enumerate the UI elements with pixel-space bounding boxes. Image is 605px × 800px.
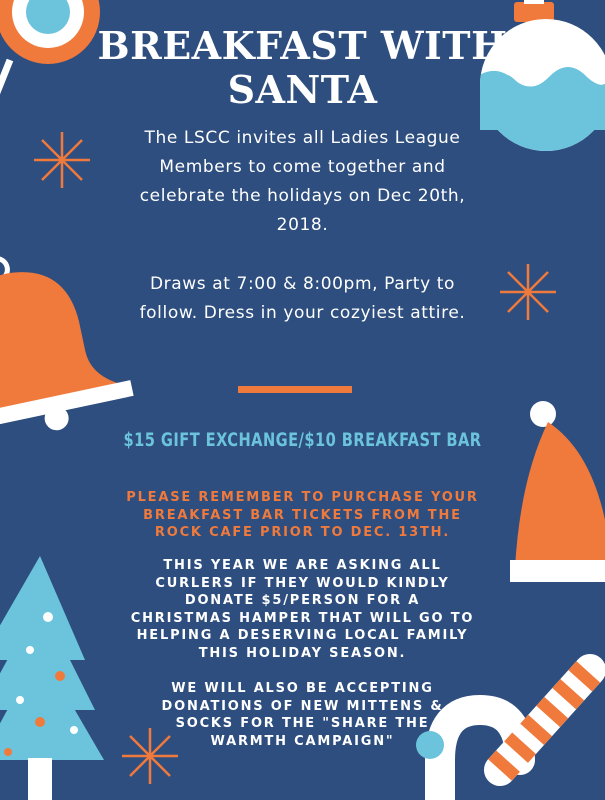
text-line: WE WILL ALSO BE ACCEPTING (171, 681, 434, 696)
text-line: DONATE $5/PERSON FOR A (184, 593, 421, 608)
poster-title (40, 24, 565, 112)
text-line: PLEASE REMEMBER TO PURCHASE YOUR (126, 490, 479, 505)
text-line: BREAKFAST BAR TICKETS FROM THE (143, 507, 462, 523)
title-line: BREAKFAST WITH (97, 23, 508, 68)
text-line: Members to come together and (159, 157, 446, 177)
text-line: THIS YEAR WE ARE ASKING ALL (163, 558, 442, 573)
text-line: DONATIONS OF NEW MITTENS & (161, 698, 444, 714)
text-line: 2018. (276, 215, 329, 235)
text-line: THIS HOLIDAY SEASON. (198, 645, 407, 661)
text-line: The LSCC invites all Ladies League (144, 128, 461, 148)
mittens-drive-text (80, 680, 525, 750)
text-line: follow. Dress in your cozyiest attire. (139, 303, 466, 323)
text-line: CHRISTMAS HAMPER THAT WILL GO TO (130, 610, 475, 626)
divider (238, 386, 352, 393)
text-line: CURLERS IF THEY WOULD KINDLY (155, 575, 450, 591)
invitation-text (80, 124, 525, 240)
text-line: celebrate the holidays on Dec 20th, (139, 186, 466, 206)
text-line: WARMTH CAMPAIGN" (210, 733, 395, 749)
price-heading: $15 GIFT EXCHANGE/$10 BREAKFAST BAR (123, 430, 482, 451)
text-line: SOCKS FOR THE "SHARE THE (175, 716, 430, 731)
text-line: ROCK CAFE PRIOR TO DEC. 13TH. (154, 525, 451, 540)
reminder-text (80, 489, 525, 542)
bell-icon (0, 236, 137, 448)
text-line: HELPING A DESERVING LOCAL FAMILY (136, 628, 469, 643)
donation-request-text (80, 557, 525, 662)
text-line: Draws at 7:00 & 8:00pm, Party to (149, 274, 455, 294)
title-line: SANTA (227, 67, 378, 112)
draws-text (80, 270, 525, 328)
